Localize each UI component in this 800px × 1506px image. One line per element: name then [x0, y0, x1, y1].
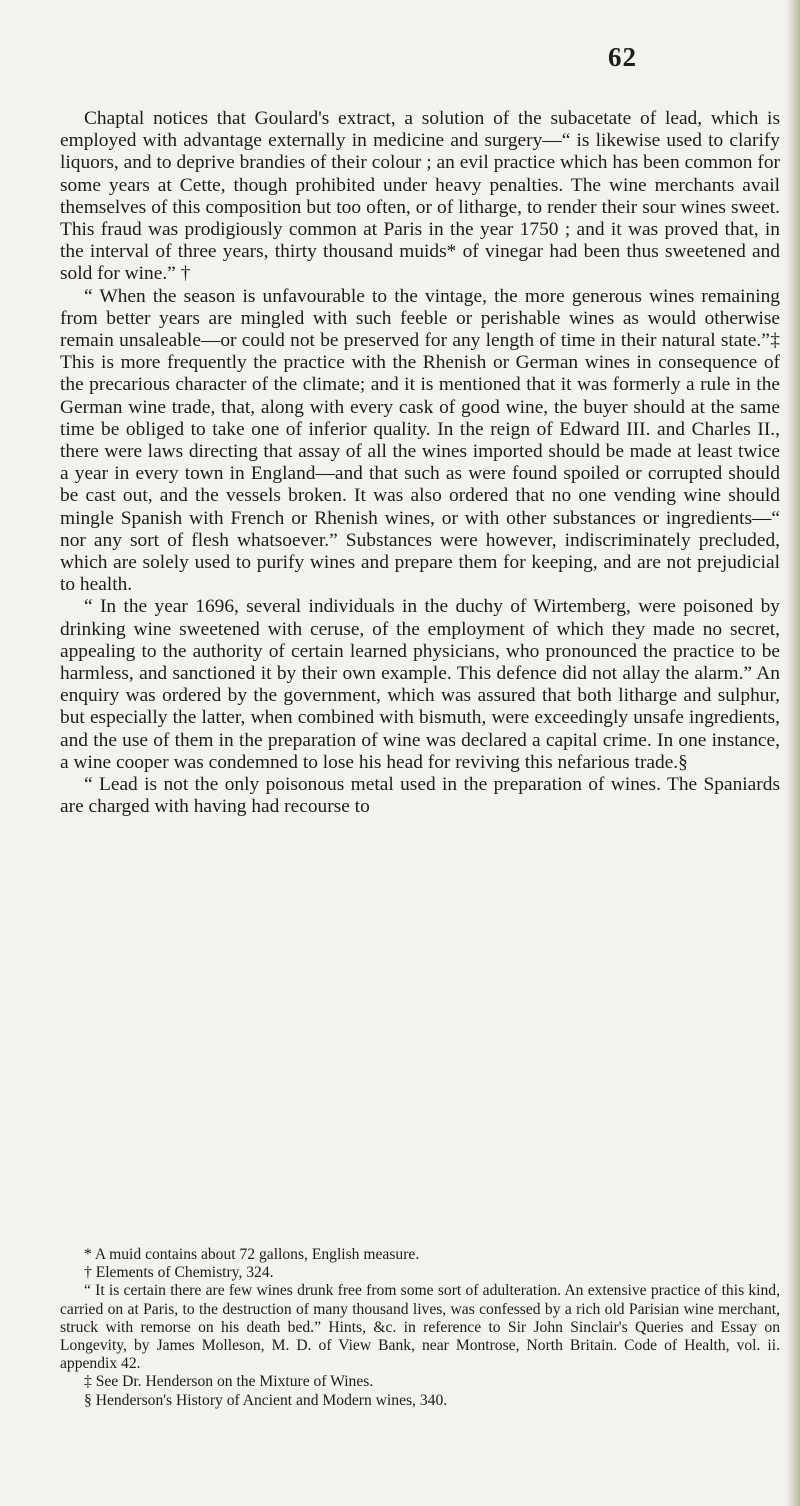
paragraph-1: Chaptal notices that Goulard's extract, a solution of the subacetate of lead, which is employed with advantage externally in medicine and surgery—“ is likewise used to clarify liquors, and to deprive brandies of their colour ; an evil practice which has been common for some years at Cette, though prohibited under heavy penalties. The wine merchants avail themselves of this composition but too often, or of litharge, to render their sour wines sweet. This fraud was prodigiously common at Paris in the year 1750 ; and it was proved that, in the interval of three years, thirty thousand muids* of vinegar had been thus sweetened and sold for wine.” † — [60, 108, 780, 285]
paragraph-4: “ Lead is not the only poisonous metal used in the preparation of wines. The Spaniards are charged with having had recourse to — [60, 774, 780, 818]
paragraph-2: “ When the season is unfavourable to the vintage, the more generous wines remaining from better years are mingled with such feeble or perishable wines as would otherwise remain unsaleable—or could not be preserved for any length of time in their natural state.”‡ This is more frequently the practice with the Rhenish or German wines in consequence of the precarious character of the climate; and it is mentioned that it was formerly a rule in the German wine trade, that, along with every cask of good wine, the buyer should at the same time be obliged to take one of inferior quality. In the reign of Edward III. and Charles II., there were laws directing that assay of all the wines imported should be made at least twice a year in every town in England—and that such as were found spoiled or corrupted should be cast out, and the vessels broken. It was also ordered that no one vending wine should mingle Spanish with French or Rhenish wines, or with other substances or ingredients—“ nor any sort of flesh whatsoever.” Substances were however, indiscriminately precluded, which are solely used to purify wines and prepare them for keeping, and are not prejudicial to health. — [60, 285, 780, 596]
scan-edge-shadow — [786, 0, 800, 1506]
page-number: 62 — [608, 42, 637, 72]
footnote-henderson-mixture: ‡ See Dr. Henderson on the Mixture of Wines. — [84, 1373, 374, 1391]
footnote-muid: * A muid contains about 72 gallons, English measure. — [84, 1246, 420, 1263]
footnote-adulteration: “ It is certain there are few wines drunk free from some sort of adulteration. An extensive practice of this kind, carried on at Paris, to the destruction of many thousand lives, was confessed by a rich old Parisian wine merchant, struck with remorse on his death bed.” Hints, &c. in reference to Sir John Sinclair's Queries and Essay on Longevity, by James Molleson, M. D. of View Bank, near Montrose, North Britain. Code of Health, vol. ii. appendix 42. — [60, 1282, 780, 1373]
footnotes — [0, 1246, 780, 1410]
main-text — [0, 108, 780, 819]
footnote-henderson-history: § Henderson's History of Ancient and Modern wines, 340. — [84, 1391, 448, 1409]
paragraph-3: “ In the year 1696, several individuals in the duchy of Wirtemberg, were poisoned by drinking wine sweetened with ceruse, of the employment of which they made no secret, appealing to the authority of certain learned physicians, who pronounced the practice to be harmless, and sanctioned it by their own example. This defence did not allay the alarm.” An enquiry was ordered by the government, which was assured that both litharge and sulphur, but especially the latter, when combined with bismuth, were exceedingly unsafe ingredients, and the use of them in the preparation of wine was declared a capital crime. In one instance, a wine cooper was condemned to lose his head for reviving this nefarious trade.§ — [60, 596, 780, 773]
footnote-chemistry: † Elements of Chemistry, 324. — [84, 1264, 274, 1282]
